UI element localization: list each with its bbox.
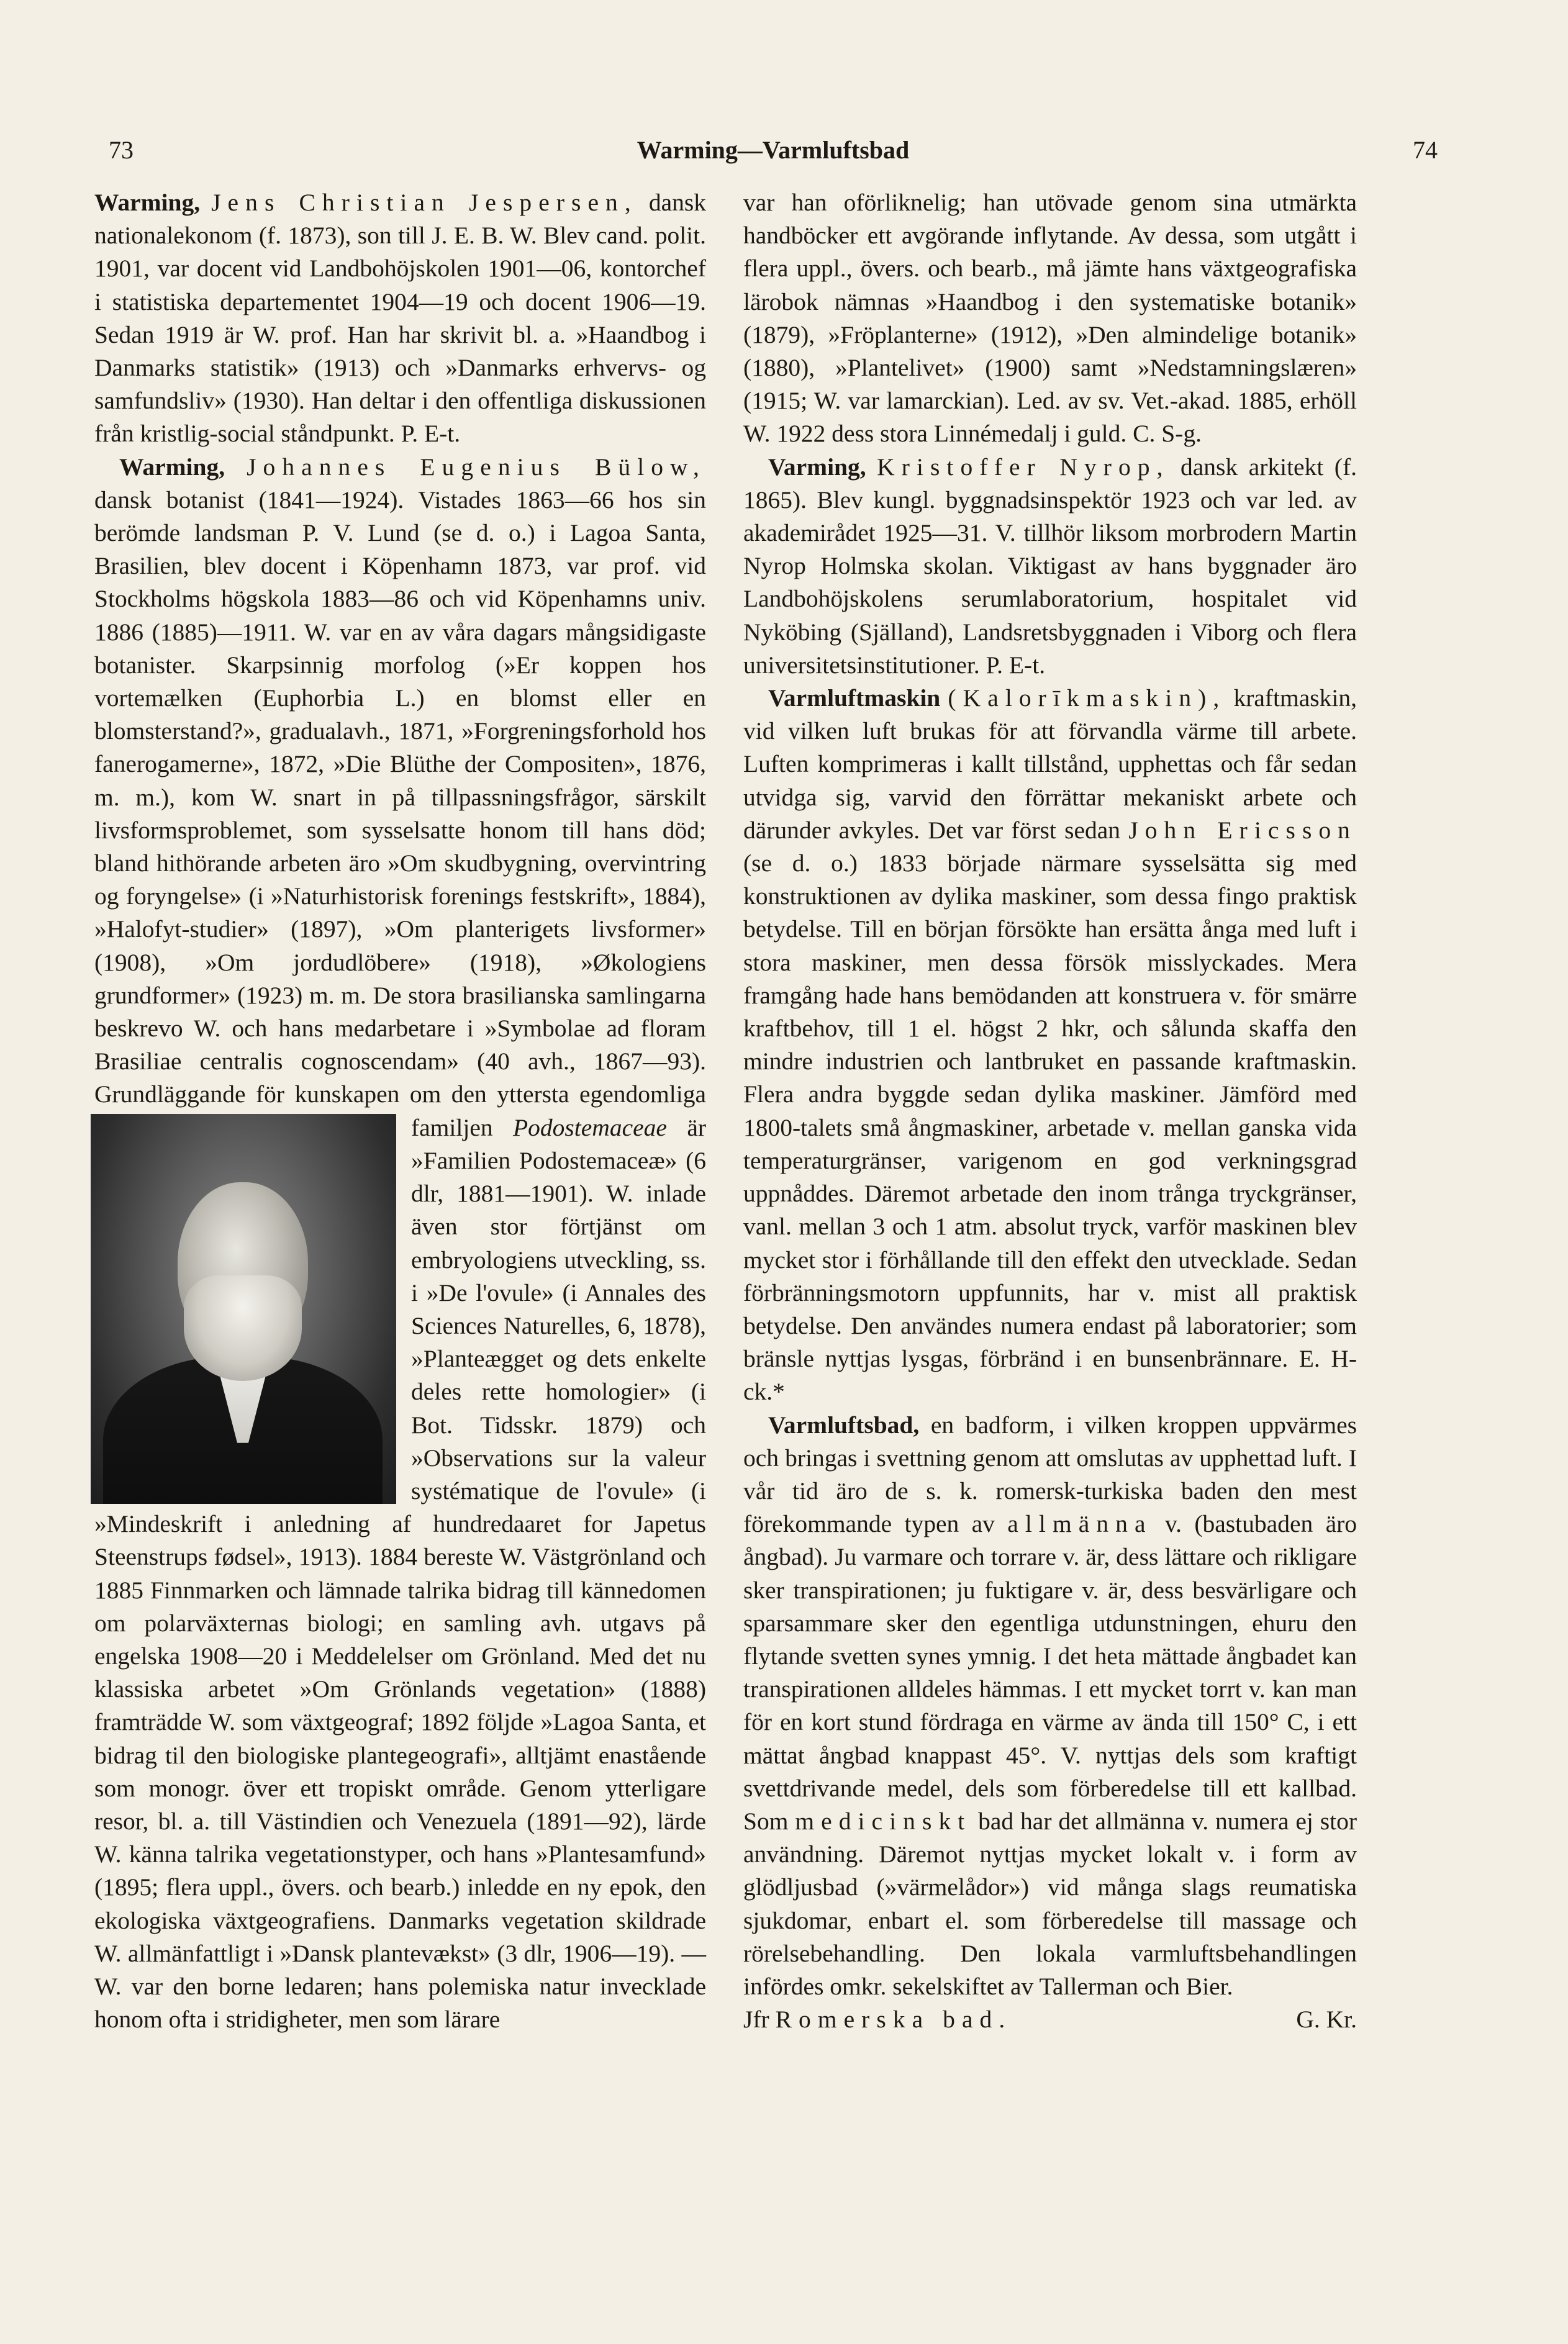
entry-text: dansk nationalekonom (f. 1873), son till J. E. B. W. Blev cand. polit. 1901, var docent vid Landbohöjskolen 1901—06, kontorchef i statistiska departementet 1904—19 och docent 1906—19. Sedan 1919 är W. prof. Han har skrivit bl. a. »Haandbog i Danmarks statistik» (1913) och »Danmarks erhvervs- og samfundsliv» (1930). Han deltar i den offentliga diskussionen från kristlig-social ståndpunkt. [94, 189, 707, 448]
entry-crossref-name: John Ericsson [1128, 816, 1357, 844]
entry-text: dansk arkitekt (f. 1865). Blev kungl. byggnadsinspektör 1923 och var led. av akademirådet 1925—31. V. tillhör liksom morbrodern Martin Nyrop Holmska skolan. Viktigast av hans byggnader äro Landbohöjskolens serumlaboratorium, hospitalet vid Nyköbing (Själland), Landsretsbyggnaden i Viborg och flera universitetsinstitutioner. [743, 453, 1357, 679]
entry-text: en badform, i vilken kroppen uppvärmes och bringas i svettning genom att omslutas av upphettad luft. I vår tid äro de s. k. romersk-turkiska baden den mest förekommande typen av [743, 1411, 1357, 1538]
entry-varmluftsbad-footer [743, 2003, 1357, 2036]
entry-text: var han oförliknelig; han utövade genom sina utmärkta handböcker ett avgörande inflytande. Av dessa, som utgått i flera uppl., övers. och bearb., må jämte hans växtgeografiska lärobok nämnas »Haandbog i den systematiske botanik» (1879), »Fröplanterne» (1912), »Den almindelige botanik» (1880), »Plantelivet» (1900) samt »Nedstamningslæren» (1915; W. var lamarckian). Led. av sv. Vet.-akad. 1885, erhöll W. 1922 dess stora Linnémedalj i guld. [743, 189, 1357, 448]
entry-headword: Warming, [94, 189, 201, 216]
page-number-right: 74 [1413, 136, 1438, 164]
entry-text: v. (bastubaden äro ångbad). Ju varmare och torrare v. är, dess lättare och rikligare sker transpirationen; ju fuktigare v. är, dess besvärligare och sparsammare sker den egentliga utdunstningen, ehuru den flytande svetten synes ymnig. I det heta mättade ångbadet kan transpirationen alldeles hämmas. I ett mycket torrt v. kan man för en kort stund fördraga en värme av ända till 150° C, i ett mättat ångbad knappast 45°. V. nyttjas dels som kraftigt svettdrivande medel, dels som förberedelse till ett kallbad. Som [743, 1510, 1357, 1835]
entry-headword: Varmluftsbad, [768, 1411, 920, 1439]
entry-text: är »Familien Podostemaceæ» (6 dlr, 1881—1901). W. inlade även stor förtjänst om embryologiens utveckling, ss. i »De l'ovule» (i Annales des Sciences Naturelles, 6, 1878), »Planteægget og dets enkelte deles rette homologier» (i Bot. Tidsskr. 1879) och »Observations sur la valeur systématique de l'ovule» (i »Mindeskrift i anledning af hundredaaret for Japetus Steenstrups fødsel», 1913). 1884 bereste W. Västgrönland och 1885 Finnmarken och lämnade talrika bidrag till kännedomen om polarväxternas biologi; en samling avh. utgavs på engelska 1908—20 i Meddelelser om Grönland. Med det nu klassiska arbetet »Om Grönlands vegetation» (1888) framträdde W. som växtgeograf; 1892 följde »Lagoa Santa, et bidrag til den biologiske plantegeografi», alltjämt enastående som monogr. över ett tropiskt område. Genom ytterligare resor, bl. a. till Västindien och Venezuela (1891—92), lärde W. känna talrika vegetationstyper, och hans »Plantesamfund» (1895; flera uppl., övers. och bearb.) inledde en ny epok, den ekologiska växtgeografiens. Danmarks vegetation skildrade W. allmänfattligt i »Dansk plantevækst» (3 dlr, 1906—19). — W. var den borne ledaren; hans polemiska natur invecklade honom ofta i stridigheter, men som lärare [94, 1113, 707, 2034]
right-column [743, 186, 1357, 2036]
entry-headword: Varmluftmaskin [768, 684, 941, 712]
entry-headword: Warming, [119, 453, 225, 481]
portrait-beard [184, 1275, 302, 1381]
entry-warming-johannes [94, 451, 706, 2037]
entry-signature: G. Kr. [1296, 2006, 1357, 2034]
entry-signature: C. S-g. [1133, 420, 1202, 448]
entry-text: dansk botanist (1841—1924). Vistades 1863—66 hos sin berömde landsman P. V. Lund (se d. o.) i Lagoa Santa, Brasilien, blev docent i Köpenhamn 1873, var prof. vid Stockholms högskola 1883—86 och vid Köpenhamns univ. 1886 (1885)—1911. W. var en av våra dagars mångsidigaste botanister. Skarpsinnig morfolog (»Er koppen hos vortemælken (Euphorbia L.) en blomst eller en blomsterstand?», gradualavh., 1871, »Forgreningsforhold hos fanerogamerne», 1872, »Die Blüthe der Compositen», 1876, m. m.), kom W. snart in på tillpassningsfrågor, särskilt livsformsproblemet, som sysselsatte honom till hans död; bland hithörande arbeten äro »Om skudbygning, overvintring og foryngelse» (i »Naturhistorisk forenings festskrift», 1884), »Halofyt-studier» (1897), »Om planterigets livsformer» (1908), »Om jordudlöbere» (1918), »Økologiens grundformer» (1923) m. m. De stora brasilianska samlingarna beskrevo W. och hans medarbetare i »Symbolae ad floram Brasiliae centralis cognoscendam» (40 avh., 1867—93). Grundläggande för kunskapen om den yttersta egendomliga familjen [94, 486, 706, 1141]
running-header [109, 135, 1438, 173]
entry-varmluftmaskin [743, 682, 1357, 1408]
entry-signature: P. E-t. [986, 651, 1046, 679]
entry-signature: P. E-t. [401, 420, 461, 448]
entry-text-italic: Podostemaceae [513, 1113, 667, 1141]
entry-warming-jens [94, 186, 706, 451]
entry-varmluftsbad [743, 1409, 1357, 2004]
entry-alt-name: (Kalorīkmaskin), [948, 684, 1226, 712]
entry-varming-kristoffer [743, 451, 1357, 682]
entry-person-name: Jens Christian Jespersen, [211, 189, 638, 216]
crossref-label: Jfr [743, 2006, 769, 2034]
entry-warming-johannes-continued [743, 186, 1357, 451]
entry-text: bad har det allmänna v. numera ej stor användning. Däremot nyttjas mycket lokalt v. i form av glödljusbad (»värmelådor») vid många slags reumatiska sjukdomar, enbart el. som förberedelse till massage och rörelsebehandling. Den lokala varmluftsbehandlingen infördes omkr. sekelskiftet av Tallerman och Bier. [743, 1807, 1357, 2000]
entry-person-name: Kristoffer Nyrop, [877, 453, 1170, 481]
crossref-target: Romerska bad. [775, 2006, 1012, 2034]
entry-person-name: Johannes Eugenius Bülow, [247, 453, 706, 481]
crossref-line [743, 2003, 1012, 2036]
entry-spaced-term: allmänna [1007, 1510, 1153, 1538]
left-column [94, 186, 706, 2036]
entry-headword: Varming, [768, 453, 866, 481]
running-title: Warming—Varmluftsbad [637, 136, 910, 164]
entry-signature: E. H-ck.* [743, 1345, 1357, 1406]
entry-text: (se d. o.) 1833 började närmare sysselsätta sig med konstruktionen av dylika maskiner, som dessa fingo praktisk betydelse. Till en början försökte han ersätta ånga med luft i stora maskiner, men dessa försök misslyckades. Mera framgång hade hans bemödanden att konstruera v. för smärre kraftbehov, till 1 el. högst 2 hkr, och sålunda skaffa den mindre industrien och lantbruket en passande kraftmaskin. Flera andra byggde sedan dylika maskiner. Jämförd med 1800-talets små ångmaskiner, arbetade v. mellan ganska vida temperaturgränser, varigenom en god verkningsgrad uppnåddes. Däremot arbetade den inom trånga tryckgränser, vanl. mellan 3 och 1 atm. absolut tryck, varför maskinen blev mycket stor i förhållande till den effekt den utvecklade. Sedan förbränningsmotorn uppfunnits, har v. mist all praktisk betydelse. Den användes numera endast på laboratorier; som bränsle nyttjas lysgas, förbränd i en bunsenbrännare. [743, 849, 1357, 1373]
portrait-photo [91, 1114, 396, 1504]
entry-text: kraftmaskin, vid vilken luft brukas för att förvandla värme till arbete. Luften komprimeras i kallt tillstånd, upphettas och får sedan utvidga sig, varvid den förrättar mekaniskt arbete och därunder avkyles. Det var först sedan [743, 684, 1357, 844]
page-number-left: 73 [109, 136, 134, 164]
entry-spaced-term: medicinskt [795, 1807, 972, 1835]
